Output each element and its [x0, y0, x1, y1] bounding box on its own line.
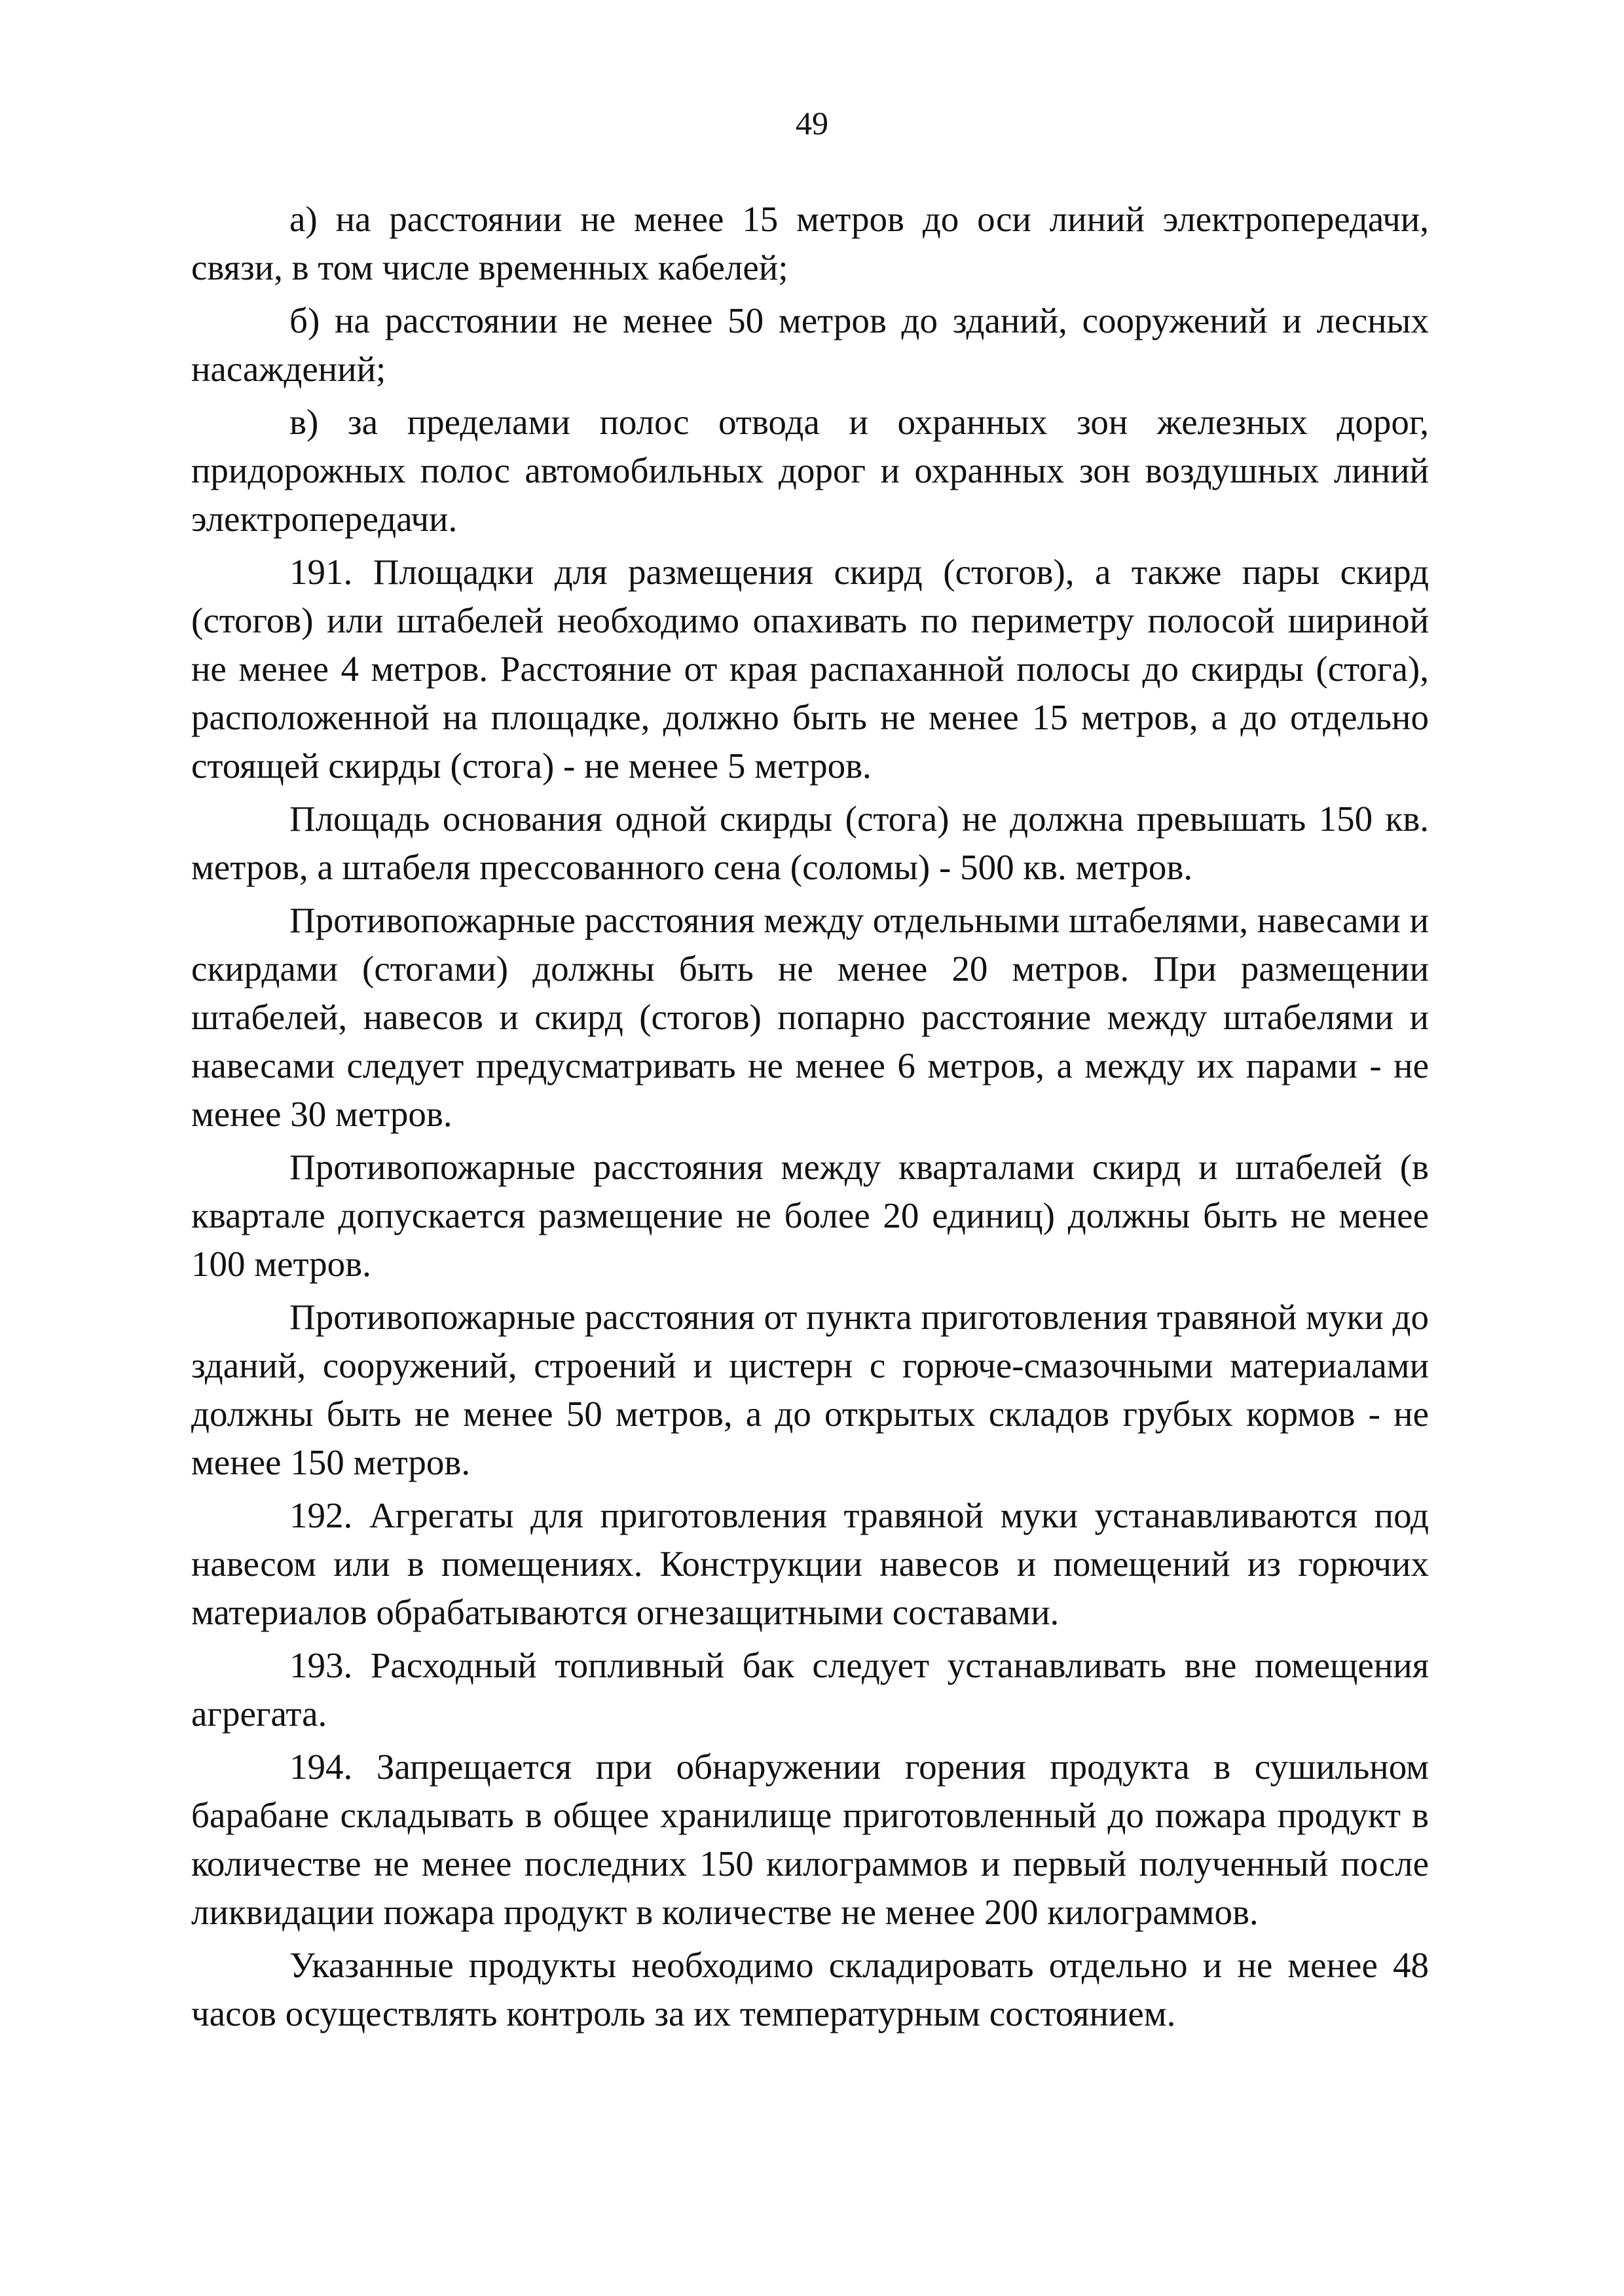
paragraph-clause-194: 194. Запрещается при обнаружении горения продукта в сушильном барабане складывать в общее хранилище приготовленный до пожара продукт в количестве не менее последних 150 килограммов и первый полученный после ликвидации пожара продукт в количестве не менее 200 килограммов.	[191, 1747, 1429, 1932]
paragraph-clause-193: 193. Расходный топливный бак следует устанавливать вне помещения агрегата.	[191, 1645, 1429, 1734]
paragraph-distances-flour-point: Противопожарные расстояния от пункта приготовления травяной муки до зданий, сооружений, строений и цистерн с горюче-смазочными материалами должны быть не менее 50 метров, а до открытых складов грубых кормов - не менее 150 метров.	[191, 1297, 1429, 1482]
document-body	[191, 195, 1429, 2043]
paragraph-distances-quarters: Противопожарные расстояния между кварталами скирд и штабелей (в квартале допускается размещение не более 20 единиц) должны быть не менее 100 метров.	[191, 1147, 1429, 1284]
paragraph-item-v: в) за пределами полос отвода и охранных зон железных дорог, придорожных полос автомобильных дорог и охранных зон воздушных линий электропередачи.	[191, 402, 1429, 539]
paragraph-stack-area: Площадь основания одной скирды (стога) не должна превышать 150 кв. метров, а штабеля прессованного сена (соломы) - 500 кв. метров.	[191, 799, 1429, 887]
paragraph-storage-control: Указанные продукты необходимо складировать отдельно и не менее 48 часов осуществлять контроль за их температурным состоянием.	[191, 1945, 1429, 2033]
page-number: 49	[796, 105, 828, 141]
paragraph-item-a: а) на расстоянии не менее 15 метров до оси линий электропередачи, связи, в том числе временных кабелей;	[191, 199, 1429, 287]
paragraph-clause-191: 191. Площадки для размещения скирд (стогов), а также пары скирд (стогов) или штабелей необходимо опахивать по периметру полосой шириной не менее 4 метров. Расстояние от края распаханной полосы до скирды (стога), расположенной на площадке, должно быть не менее 15 метров, а до отдельно стоящей скирды (стога) - не менее 5 метров.	[191, 552, 1429, 786]
paragraph-item-b: б) на расстоянии не менее 50 метров до зданий, сооружений и лесных насаждений;	[191, 301, 1429, 389]
paragraph-clause-192: 192. Агрегаты для приготовления травяной муки устанавливаются под навесом или в помещениях. Конструкции навесов и помещений из горючих материалов обрабатываются огнезащитными составами.	[191, 1495, 1429, 1632]
paragraph-distances-stacks: Противопожарные расстояния между отдельными штабелями, навесами и скирдами (стогами) должны быть не менее 20 метров. При размещении штабелей, навесов и скирд (стогов) попарно расстояние между штабелями и навесами следует предусматривать не менее 6 метров, а между их парами - не менее 30 метров.	[191, 900, 1429, 1134]
